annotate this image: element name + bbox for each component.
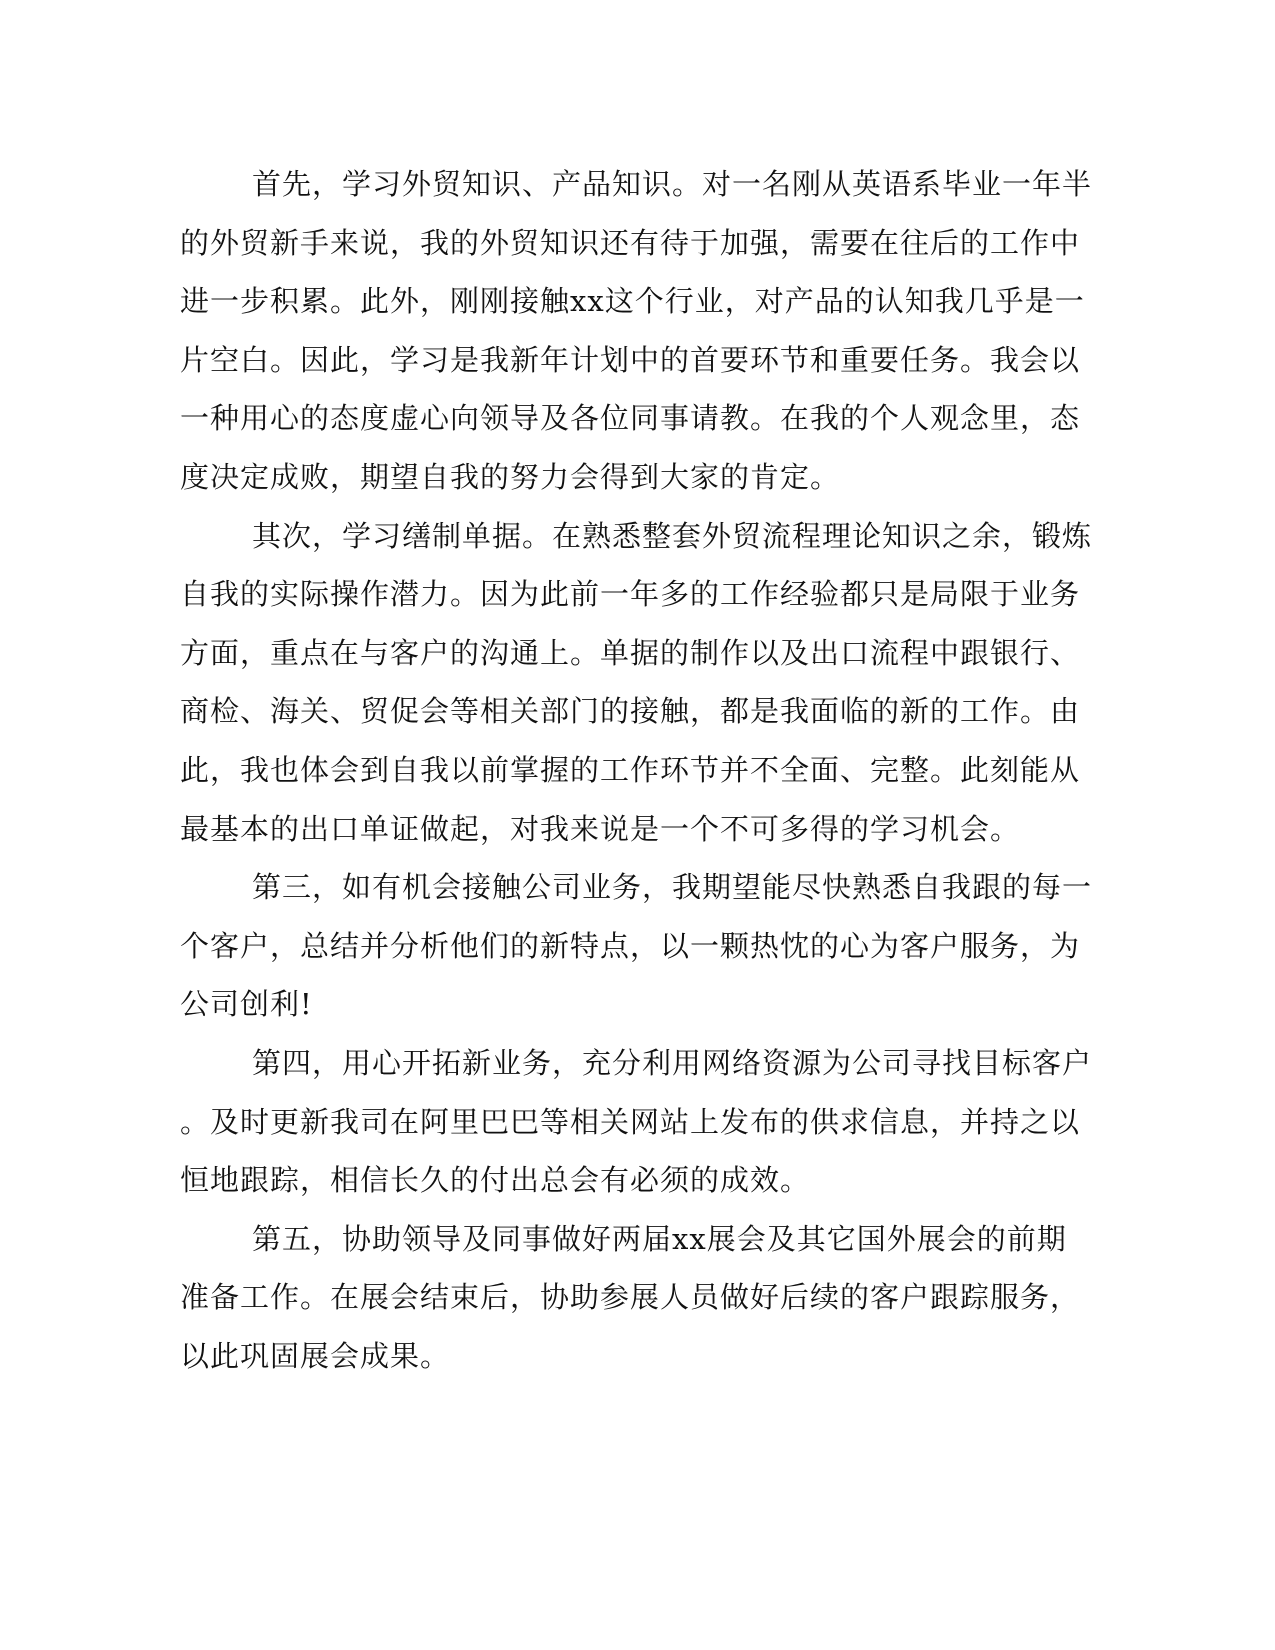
paragraph-line: 以此巩固展会成果。 <box>180 1338 451 1373</box>
paragraph-line: 的外贸新手来说，我的外贸知识还有待于加强，需要在往后的工作中 <box>180 225 1081 260</box>
paragraph-customers <box>180 858 1093 1034</box>
paragraph-line: 第四，用心开拓新业务，充分利用网络资源为公司寻找目标客户 <box>252 1045 1093 1080</box>
paragraph-exhibitions <box>180 1210 1081 1386</box>
paragraph-new-business <box>180 1034 1093 1210</box>
paragraph-line: 第五，协助领导及同事做好两届xx展会及其它国外展会的前期 <box>252 1221 1067 1256</box>
paragraph-line: 个客户，总结并分析他们的新特点，以一颗热忱的心为客户服务，为 <box>180 928 1081 963</box>
paragraph-line: 准备工作。在展会结束后，协助参展人员做好后续的客户跟踪服务， <box>180 1280 1081 1315</box>
paragraph-line: 首先，学习外贸知识、产品知识。对一名刚从英语系毕业一年半 <box>252 167 1093 201</box>
paragraph-line: 方面，重点在与客户的沟通上。单据的制作以及出口流程中跟银行、 <box>180 635 1081 670</box>
paragraph-documents <box>180 507 1093 859</box>
paragraph-line: 最基本的出口单证做起，对我来说是一个不可多得的学习机会。 <box>180 811 1021 846</box>
paragraph-line: 度决定成败，期望自我的努力会得到大家的肯定。 <box>180 459 841 494</box>
document-body <box>180 155 1093 1385</box>
paragraph-line: 商检、海关、贸促会等相关部门的接触，都是我面临的新的工作。由 <box>180 694 1081 729</box>
paragraph-line: 其次，学习缮制单据。在熟悉整套外贸流程理论知识之余，锻炼 <box>252 518 1093 553</box>
paragraph-learning-knowledge <box>180 155 1093 507</box>
paragraph-line: 公司创利! <box>180 987 313 1022</box>
paragraph-line: 一种用心的态度虚心向领导及各位同事请教。在我的个人观念里，态 <box>180 401 1081 436</box>
paragraph-line: 。及时更新我司在阿里巴巴等相关网站上发布的供求信息，并持之以 <box>180 1104 1081 1139</box>
paragraph-line: 进一步积累。此外，刚刚接触xx这个行业，对产品的认知我几乎是一 <box>180 284 1085 319</box>
paragraph-line: 恒地跟踪，相信长久的付出总会有必须的成效。 <box>180 1163 811 1198</box>
paragraph-line: 片空白。因此，学习是我新年计划中的首要环节和重要任务。我会以 <box>180 342 1081 377</box>
paragraph-line: 此，我也体会到自我以前掌握的工作环节并不全面、完整。此刻能从 <box>180 752 1081 787</box>
paragraph-line: 第三，如有机会接触公司业务，我期望能尽快熟悉自我跟的每一 <box>252 870 1093 905</box>
paragraph-line: 自我的实际操作潜力。因为此前一年多的工作经验都只是局限于业务 <box>180 577 1081 612</box>
